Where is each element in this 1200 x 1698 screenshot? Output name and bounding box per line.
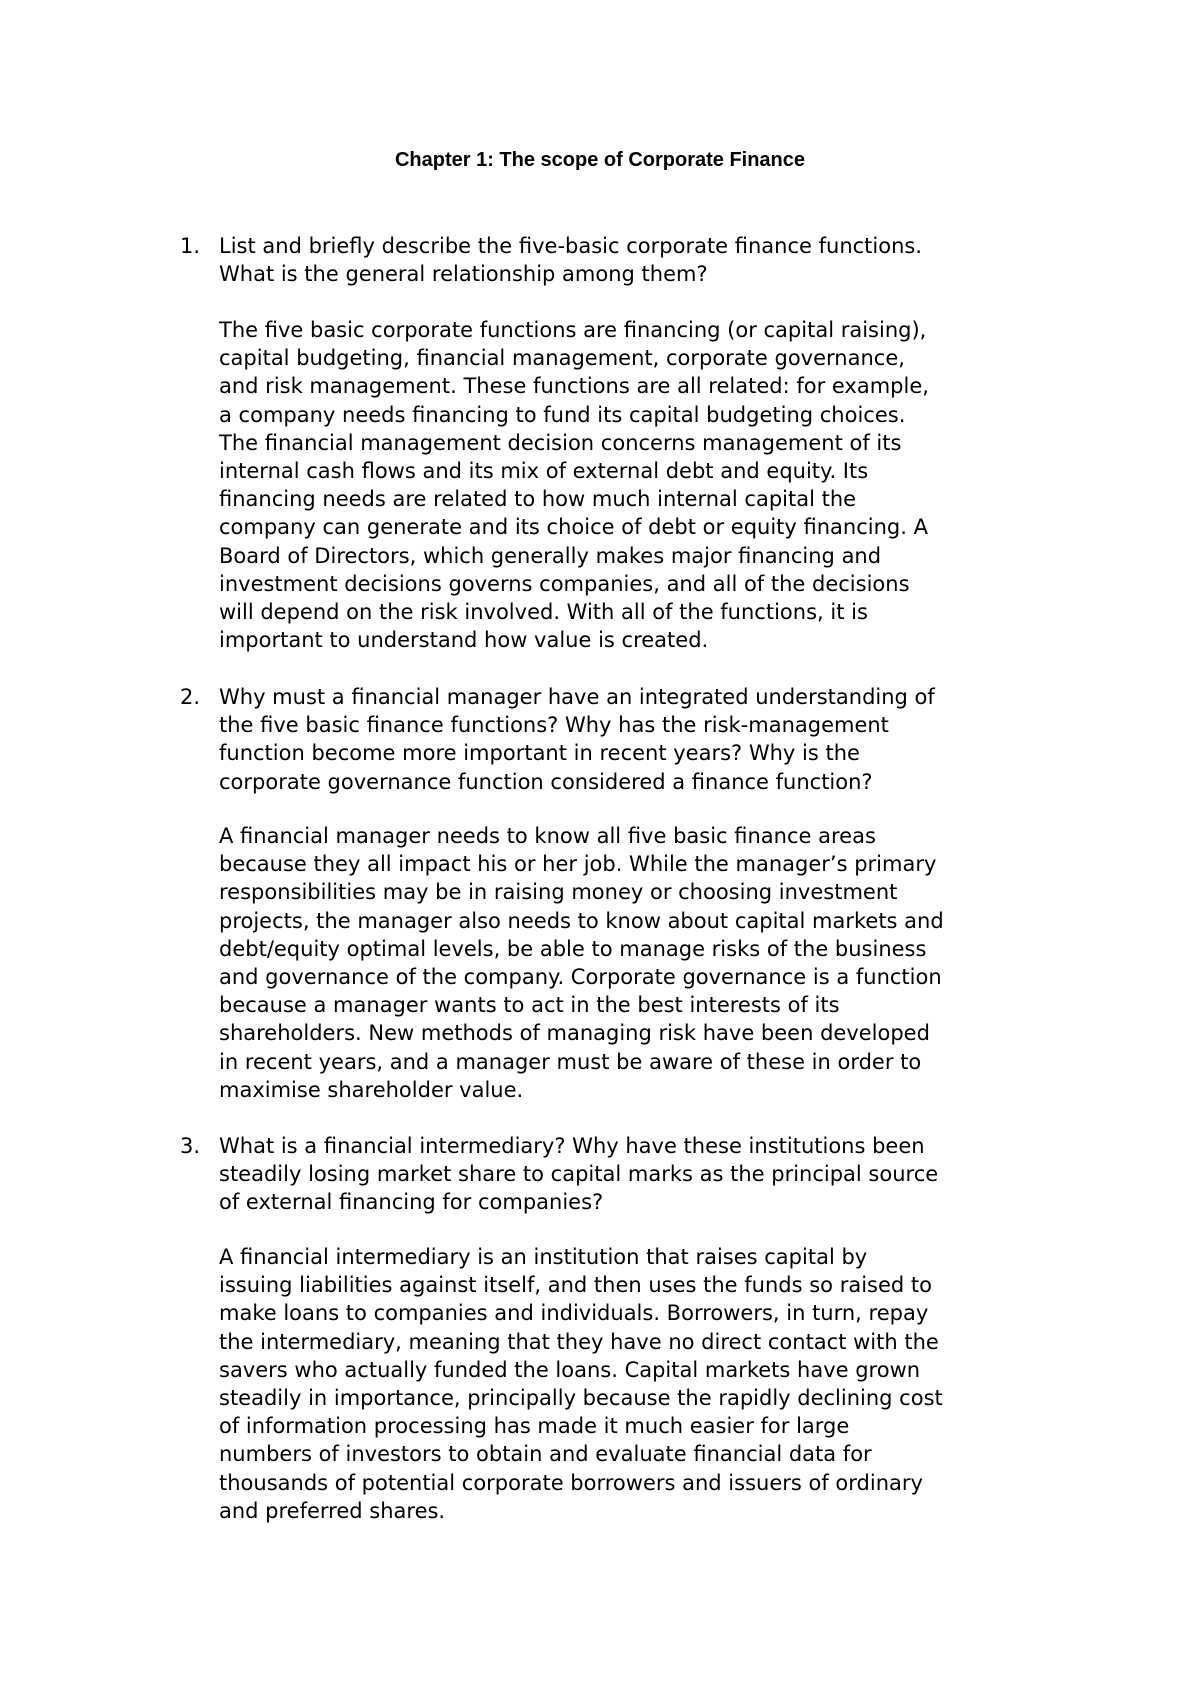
chapter-title: Chapter 1: The scope of Corporate Finance bbox=[394, 149, 806, 171]
question-text: Why must a financial manager have an integrated understanding of the five basic finance functions? Why has the risk-management function become more important in recent years? Why is the corporate governance function considered a finance function? bbox=[219, 685, 935, 794]
question-number: 2. bbox=[180, 685, 201, 709]
question-number: 3. bbox=[180, 1134, 201, 1158]
question-number: 1. bbox=[180, 234, 201, 258]
question-text: What is a financial intermediary? Why have these institutions been steadily losing market share to capital marks as the principal source of external financing for companies? bbox=[219, 1134, 939, 1215]
question-text: List and briefly describe the five-basic corporate finance functions. What is the general relationship among them? bbox=[219, 234, 923, 287]
answer-text: The five basic corporate functions are financing (or capital raising), capital budgeting, financial management, corporate governance, and risk management. These functions are all related: for example, a company needs financing to fund its capital budgeting choices. The financial management decision concerns management of its internal cash flows and its mix of external debt and equity. Its financing needs are related to how much internal capital the company can generate and its choice of debt or equity financing. A Board of Directors, which generally makes major financing and investment decisions governs companies, and all of the decisions will depend on the risk involved. With all of the functions, it is important to understand how value is created. bbox=[219, 318, 929, 653]
answer-text: A financial manager needs to know all five basic finance areas because they all impact his or her job. While the manager’s primary responsibilities may be in raising money or choosing investment projects, the manager also needs to know about capital markets and debt/equity optimal levels, be able to manage risks of the business and governance of the company. Corporate governance is a function because a manager wants to act in the best interests of its shareholders. New methods of managing risk have been developed in recent years, and a manager must be aware of these in order to maximise shareholder value. bbox=[219, 824, 944, 1102]
answer-text: A financial intermediary is an institution that raises capital by issuing liabilities against itself, and then uses the funds so raised to make loans to companies and individuals. Borrowers, in turn, repay the intermediary, meaning that they have no direct contact with the savers who actually funded the loans. Capital markets have grown steadily in importance, principally because the rapidly declining cost of information processing has made it much easier for large numbers of investors to obtain and evaluate financial data for thousands of potential corporate borrowers and issuers of ordinary and preferred shares. bbox=[219, 1245, 943, 1523]
